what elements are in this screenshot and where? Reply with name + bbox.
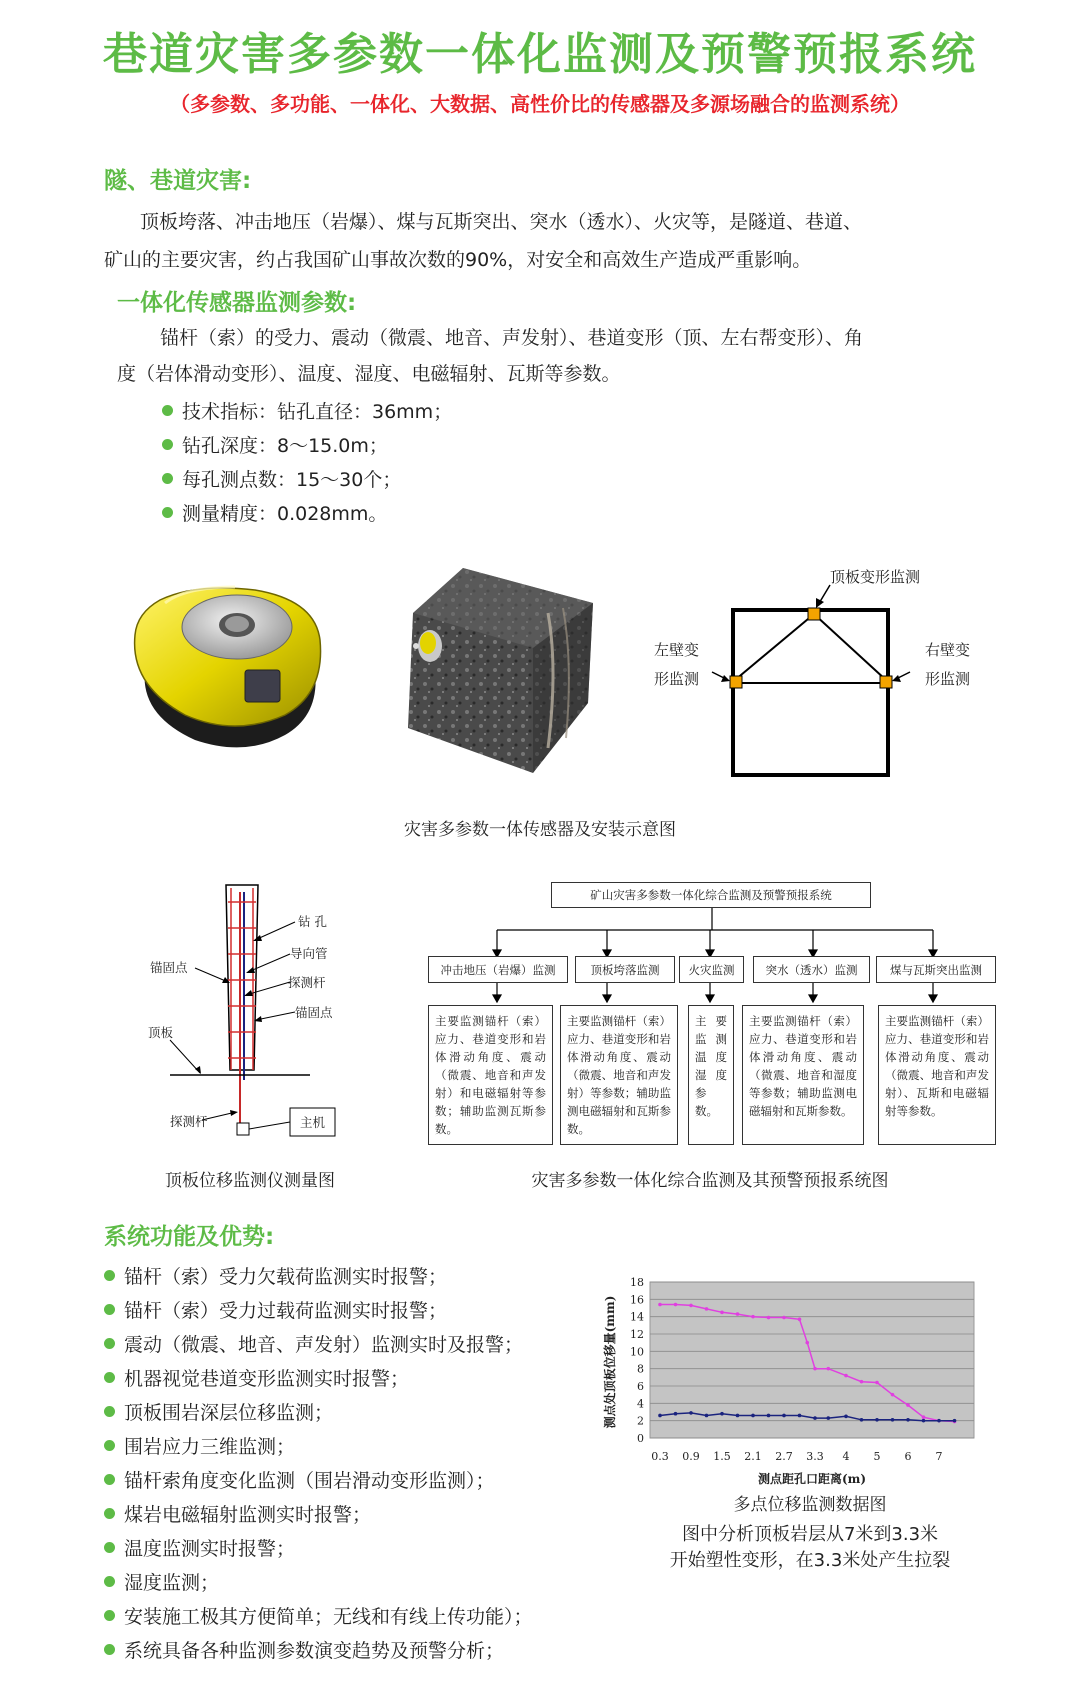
left-monitor-label-1: 左壁变 [654,641,700,659]
chart-x-tick-label: 6 [904,1450,912,1463]
feature-item: 锚杆索角度变化监测（围岩滑动变形监测）； [104,1464,533,1498]
label-host: 主机 [300,1115,326,1130]
roof-displacement-instrument-diagram [140,880,370,1145]
flow-category-fire: 火灾监测 [679,956,744,983]
chart-x-tick-label: 7 [935,1450,943,1463]
flow-detail-water-inrush: 主要监测锚杆（索）应力、巷道变形和岩体滑动角度、震动（微震、地音和湿度等参数；辅助监测电磁辐射和瓦斯参数。 [742,1005,864,1145]
chart-x-tick-label: 2.7 [775,1450,793,1463]
params-heading: 一体化传感器监测参数: [117,290,357,316]
chart-y-tick-label: 16 [630,1293,644,1307]
feature-item: 系统具备各种监测参数演变趋势及预警分析； [104,1634,533,1668]
sensor-device-illustration [125,575,335,755]
params-text-line1: 锚杆（索）的受力、震动（微震、地音、声发射）、巷道变形（顶、左右帮变形）、角 [160,327,864,349]
chart-x-tick-label: 5 [873,1450,881,1463]
chart-data-point [767,1316,771,1320]
chart-data-point [953,1419,957,1423]
figure1-caption: 灾害多参数一体传感器及安装示意图 [404,820,676,840]
spec-list [162,395,452,531]
flow-category-gas-outburst: 煤与瓦斯突出监测 [876,956,996,983]
chart-data-point [922,1419,926,1423]
chart-y-tick-label: 4 [637,1397,644,1411]
chart-x-tick-label: 1.5 [713,1450,731,1463]
bullet-dot-icon [104,1372,115,1383]
params-text-line2: 度（岩体滑动变形）、温度、湿度、电磁辐射、瓦斯等参数。 [117,363,621,385]
chart-y-tick-label: 14 [630,1310,644,1324]
feature-item: 湿度监测； [104,1566,533,1600]
label-probe-rod: 探测杆 [288,975,326,990]
right-monitor-label-1: 右壁变 [925,641,971,659]
chart-y-tick-label: 12 [630,1328,644,1341]
chart-data-point [782,1316,786,1320]
right-monitor-label-2: 形监测 [925,670,971,688]
bullet-dot-icon [104,1542,115,1553]
feature-item: 锚杆（索）受力过载荷监测实时报警； [104,1294,533,1328]
hazards-heading: 隧、巷道灾害: [104,168,252,194]
chart-data-point [705,1414,709,1418]
chart-data-point [798,1317,802,1321]
feature-item: 锚杆（索）受力欠载荷监测实时报警； [104,1260,533,1294]
chart-y-axis-label: 测点处顶板位移量(mm) [603,1295,617,1429]
bullet-dot-icon [104,1406,115,1417]
left-sensor-icon [730,676,742,688]
feature-item: 围岩应力三维监测； [104,1430,533,1464]
chart-data-point [875,1418,879,1422]
flow-detail-rockburst: 主要监测锚杆（索）应力、巷道变形和岩体滑动角度、震动（微震、地音和声发射）和电磁辐射等参数；辅助监测瓦斯参数。 [428,1005,553,1145]
chart-x-tick-label: 0.3 [651,1450,669,1463]
bullet-dot-icon [104,1610,115,1621]
chart-data-point [674,1412,678,1416]
chart-data-point [736,1312,740,1316]
chart-data-point [906,1403,910,1407]
bullet-dot-icon [162,507,173,518]
chart-data-point [875,1381,879,1385]
chart-data-point [906,1418,910,1422]
displacement-chart [600,1270,990,1490]
chart-data-point [826,1416,830,1420]
roof-sensor-icon [808,608,820,620]
roof-monitor-label: 顶板变形监测 [830,568,921,586]
chart-data-point [658,1303,662,1307]
chart-data-point [689,1411,693,1415]
bullet-dot-icon [162,439,173,450]
spec-item: 钻孔深度：8～15.0m； [162,429,452,463]
chart-data-point [782,1414,786,1418]
chart-data-point [705,1307,709,1311]
chart-data-point [720,1311,724,1315]
bullet-dot-icon [104,1474,115,1485]
rock-installation-illustration [408,568,593,773]
chart-x-axis-label: 测点距孔口距离(m) [757,1472,867,1486]
feature-list [104,1260,533,1668]
chart-data-point [798,1414,802,1418]
bullet-dot-icon [104,1270,115,1281]
flow-category-rockburst: 冲击地压（岩爆）监测 [428,956,568,983]
chart-y-tick-label: 2 [637,1414,644,1428]
flow-category-water-inrush: 突水（透水）监测 [753,956,870,983]
spec-item: 测量精度：0.028mm。 [162,497,452,531]
bullet-dot-icon [104,1508,115,1519]
chart-x-tick-label: 3.3 [806,1450,824,1463]
chart-data-point [736,1414,740,1418]
chart-data-point [844,1415,848,1419]
chart-x-tick-label: 4 [842,1450,850,1463]
chart-y-tick-label: 18 [630,1276,644,1289]
chart-data-point [891,1393,895,1397]
flow-detail-roof-fall: 主要监测锚杆（索）应力、巷道变形和岩体滑动角度、震动（微震、地音和声发射）等参数；辅助监测电磁辐射和瓦斯参数。 [560,1005,678,1145]
chart-data-point [860,1380,864,1384]
tunnel-deformation-schematic [640,560,980,780]
chart-data-point [751,1315,755,1319]
hazards-text-line1: 顶板垮落、冲击地压（岩爆）、煤与瓦斯突出、突水（透水）、火灾等，是隧道、巷道、 [140,211,863,233]
analysis-line1: 图中分析顶板岩层从7米到3.3米 [681,1524,939,1545]
label-roof: 顶板 [148,1025,174,1040]
label-anchor-left: 锚固点 [150,960,188,975]
chart-data-point [751,1414,755,1418]
bullet-dot-icon [104,1576,115,1587]
spec-item: 技术指标：钻孔直径：36mm； [162,395,452,429]
bullet-dot-icon [104,1440,115,1451]
chart-data-point [658,1414,662,1418]
flow-detail-gas-outburst: 主要监测锚杆（索）应力、巷道变形和岩体滑动角度、震动（微震、地音和声发射）、瓦斯和电磁辐射等参数。 [878,1005,996,1145]
analysis-note [640,1522,980,1574]
analysis-line2: 开始塑性变形，在3.3米处产生拉裂 [669,1550,951,1571]
chart-data-point [844,1374,848,1378]
bullet-dot-icon [162,405,173,416]
feature-item: 温度监测实时报警； [104,1532,533,1566]
right-sensor-icon [880,676,892,688]
label-anchor-right: 锚固点 [295,1005,333,1020]
chart-y-tick-label: 0 [637,1432,644,1445]
feature-item: 震动（微震、地音、声发射）监测实时及报警； [104,1328,533,1362]
chart-data-point [674,1303,678,1307]
page-title: 巷道灾害多参数一体化监测及预警预报系统 [103,29,977,80]
spec-item: 每孔测点数：15～30个； [162,463,452,497]
hazards-text-line2: 矿山的主要灾害，约占我国矿山事故次数的90%，对安全和高效生产造成严重影响。 [104,249,812,271]
chart-data-point [860,1418,864,1422]
chart-data-point [826,1367,830,1371]
chart-data-point [767,1414,771,1418]
chart-data-point [689,1304,693,1308]
chart-data-point [720,1412,724,1416]
chart-data-point [891,1418,895,1422]
bullet-dot-icon [104,1304,115,1315]
chart-data-point [922,1415,926,1419]
chart-data-point [813,1367,817,1371]
bullet-dot-icon [104,1644,115,1655]
chart-data-point [813,1416,817,1420]
chart-caption: 多点位移监测数据图 [733,1495,887,1515]
flow-category-roof-fall: 顶板垮落监测 [575,956,675,983]
chart-x-tick-label: 0.9 [682,1450,700,1463]
chart-y-tick-label: 10 [630,1345,644,1359]
chart-data-point [937,1419,941,1423]
chart-y-tick-label: 6 [637,1380,644,1393]
feature-item: 机器视觉巷道变形监测实时报警； [104,1362,533,1396]
page-subtitle: （多参数、多功能、一体化、大数据、高性价比的传感器及多源场融合的监测系统） [170,92,910,116]
feature-item: 煤岩电磁辐射监测实时报警； [104,1498,533,1532]
bullet-dot-icon [104,1338,115,1349]
flowchart-caption: 灾害多参数一体化综合监测及其预警预报系统图 [531,1171,889,1191]
chart-x-tick-label: 2.1 [744,1450,762,1463]
feature-item: 安装施工极其方便简单；无线和有线上传功能）； [104,1600,533,1634]
flow-detail-fire: 主要监测温度湿度参数。 [688,1005,734,1145]
left-monitor-label-2: 形监测 [654,670,700,688]
chart-y-tick-label: 8 [637,1362,644,1376]
feature-item: 顶板围岩深层位移监测； [104,1396,533,1430]
bullet-dot-icon [162,473,173,484]
chart-data-point [805,1341,809,1345]
flow-root-box: 矿山灾害多参数一体化综合监测及预警预报系统 [551,882,871,908]
drill-diagram-caption: 顶板位移监测仪测量图 [165,1171,335,1191]
label-probe-rod-bottom: 探测杆 [170,1114,208,1129]
label-guide-tube: 导向管 [290,946,328,961]
features-heading: 系统功能及优势: [104,1224,275,1250]
label-borehole: 钻 孔 [298,914,327,929]
